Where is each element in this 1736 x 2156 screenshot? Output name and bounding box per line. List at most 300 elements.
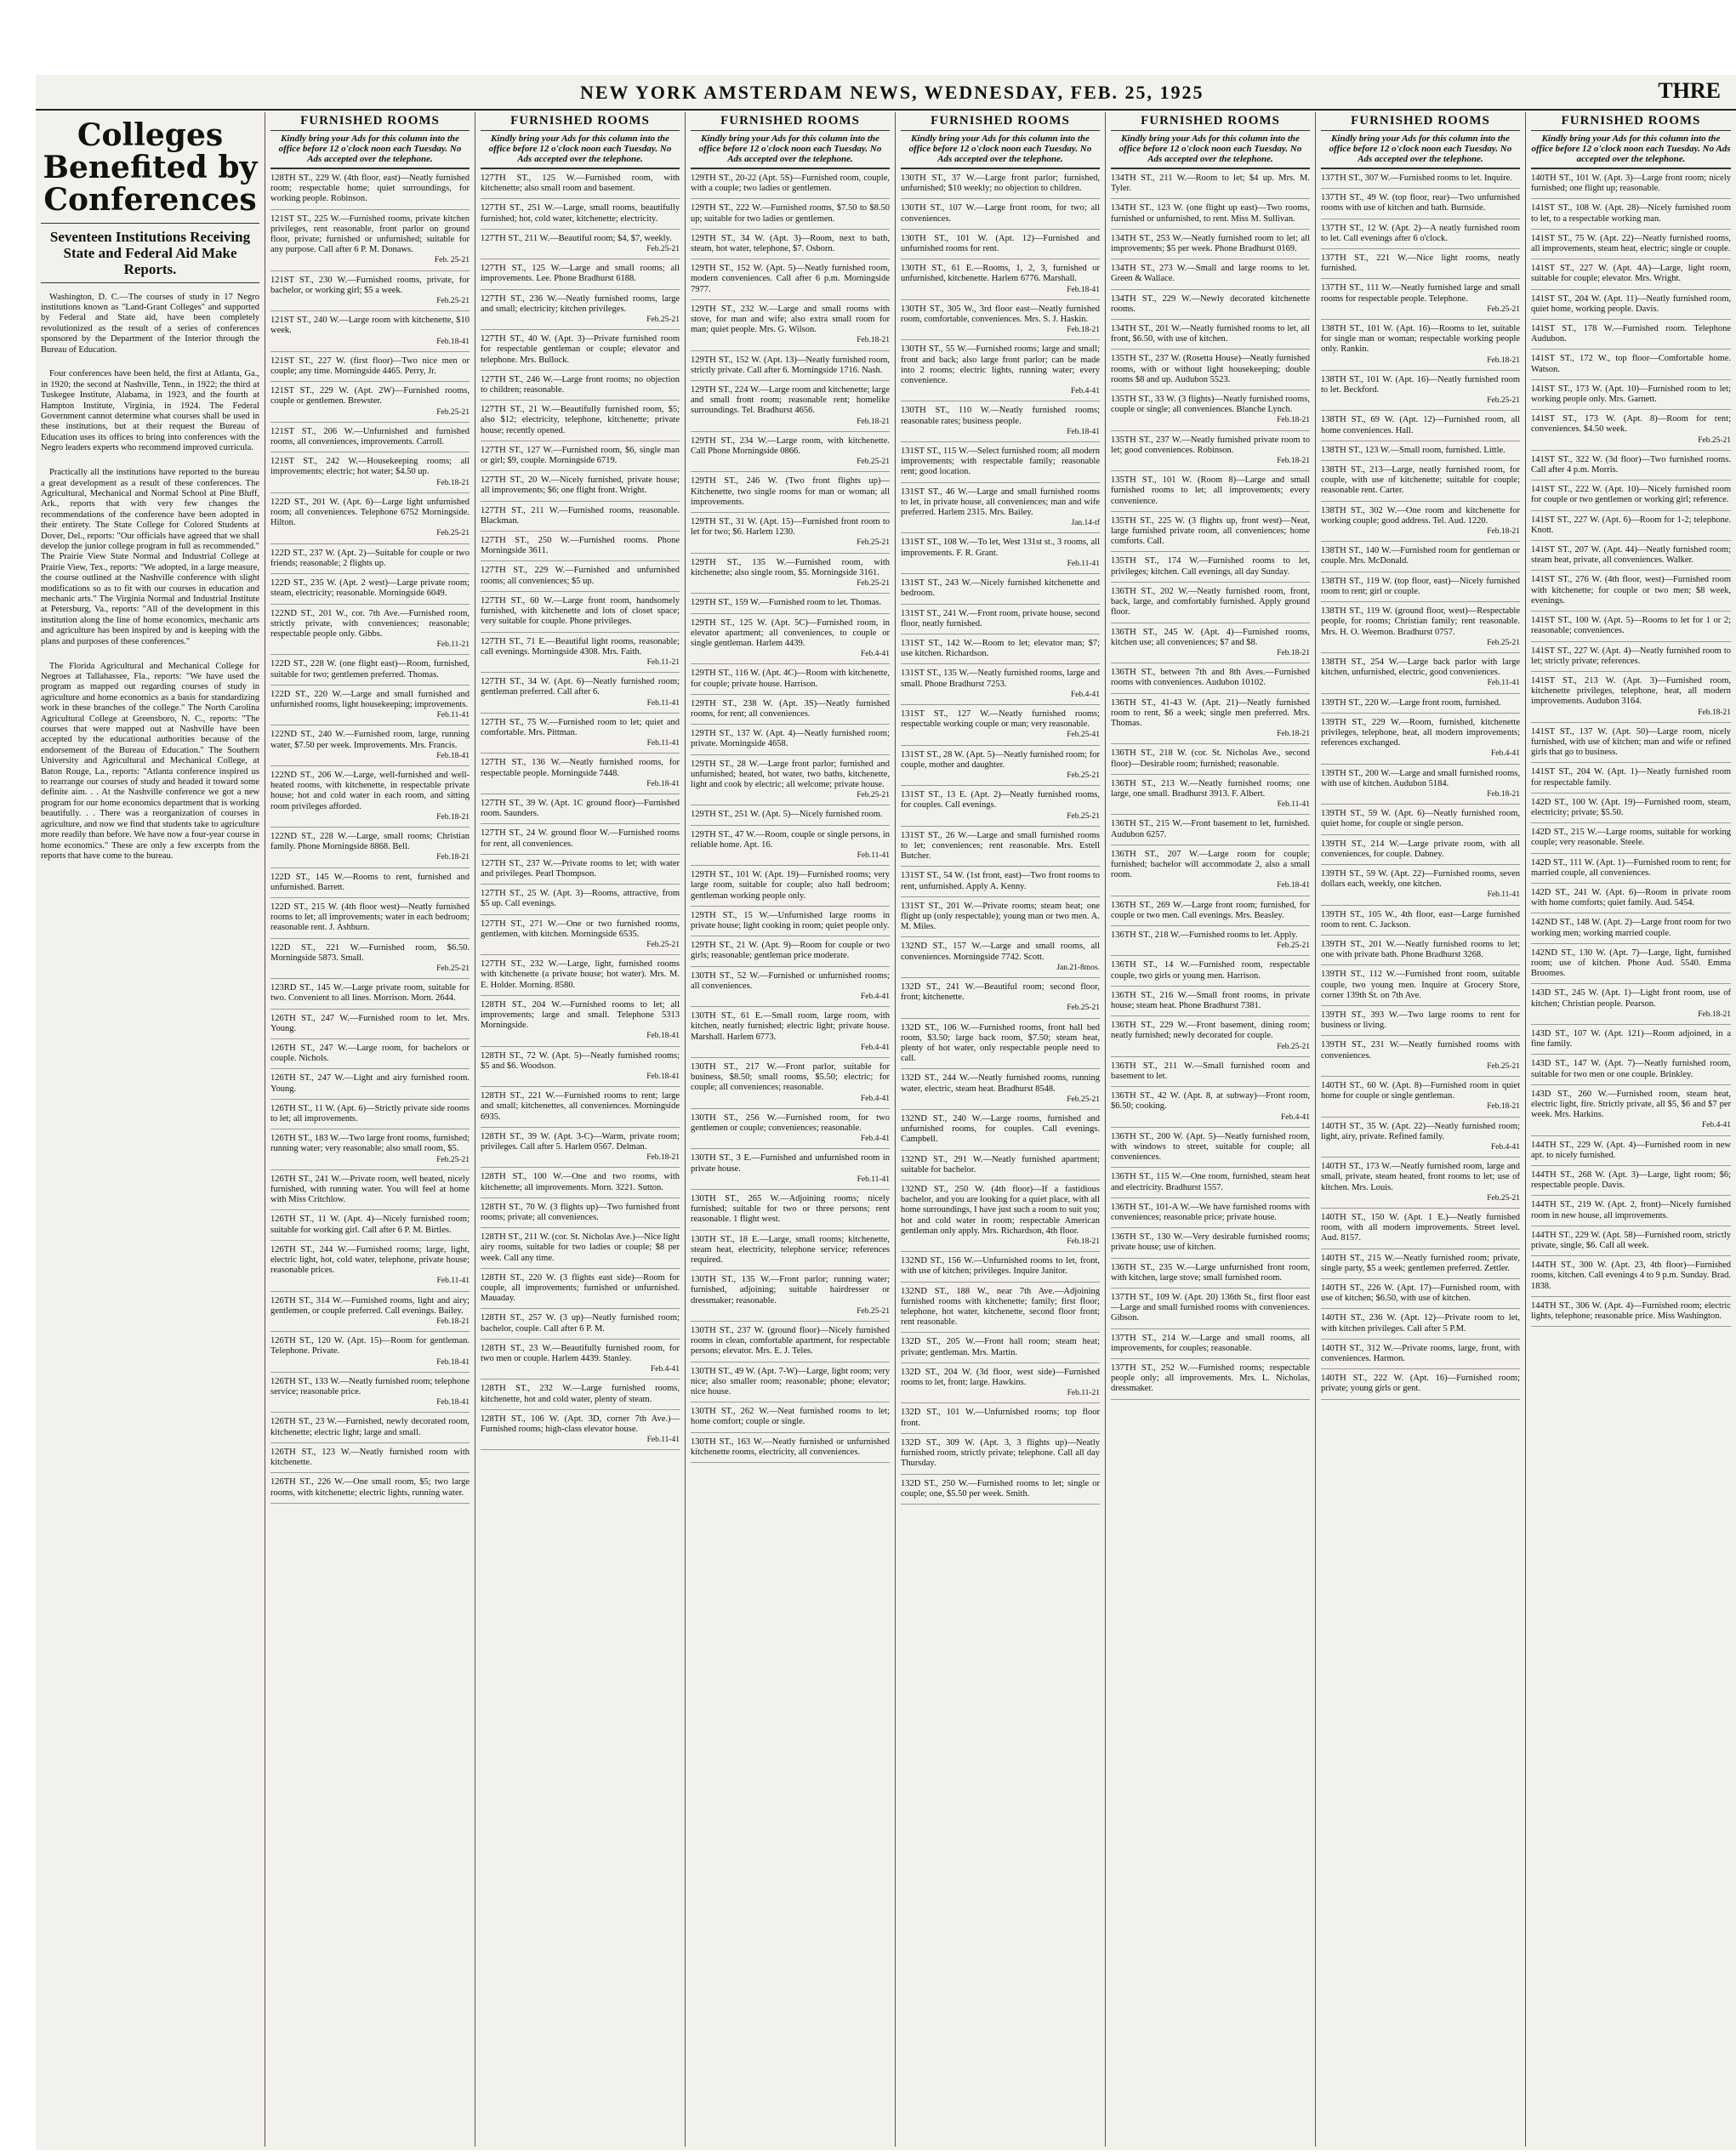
ad-date: Feb.18-21 [1277,648,1310,657]
ad-text: 129TH ST., 251 W. (Apt. 5)—Nicely furnished room. [691,810,883,820]
ad-text: 141ST ST., 204 W. (Apt. 1)—Neatly furnished room for respectable family. [1531,767,1731,788]
ad-date: Feb. 25-21 [434,256,470,265]
classified-ad [1531,169,1731,199]
classified-ad [270,311,470,352]
ad-text: 144TH ST., 306 W. (Apt. 4)—Furnished room; electric lights, telephone; reasonable price. Miss Washington. [1531,1300,1731,1322]
classified-ad [691,230,890,259]
classified-ad [691,1109,890,1150]
ad-text: 132ND ST., 240 W.—Large rooms, furnished and unfurnished rooms, for couples. Call evenings. Campbell. [901,1114,1100,1145]
ad-date: Feb.18-21 [1698,1010,1731,1019]
classified-ad [901,746,1100,787]
ad-text: 137TH ST., 109 W. (Apt. 20) 136th St., first floor east—Large and small furnished rooms with conveniences. Gibson. [1111,1293,1310,1323]
ad-date: Feb.25-21 [436,1155,470,1164]
classified-ad [481,199,680,229]
classified-ad [481,592,680,633]
classified-ad [1321,1209,1520,1249]
classified-ad [1111,350,1310,390]
classified-ad [691,1402,890,1432]
classified-ad [1531,1196,1731,1226]
ad-text: 143D ST., 107 W. (Apt. 121)—Room adjoined, in a fine family. [1531,1028,1731,1050]
column-notice: Kindly bring your Ads for this column into the office before 12 o'clock noon each Tuesday. No Ads accepted over the telephone. [481,131,680,169]
ad-text: 127TH ST., 211 W.—Furnished rooms, reasonable. Blackman. [481,505,680,526]
ad-text: 136TH ST., 211 W.—Small furnished room and basement to let. [1111,1061,1310,1081]
classified-ad [691,614,890,665]
classified-ad [1531,723,1731,764]
classified-ad [1321,1118,1520,1158]
ad-text: 136TH ST., 269 W.—Large front room; furnished, for couple or two men. Call evenings. Mrs. Beasley. [1111,900,1310,920]
ad-text: 128TH ST., 23 W.—Beautifully furnished room, for two men or couple. Harlem 4439. Stanley. [481,1343,680,1364]
ad-list [1111,169,1310,1400]
classified-ad [1531,794,1731,823]
classified-ad [691,169,890,199]
classified-ad [1531,823,1731,853]
classified-ad [481,561,680,591]
classified-ad [1321,714,1520,765]
ad-date: Feb.18-21 [436,812,470,822]
ad-text: 129TH ST., 137 W. (Apt. 4)—Neatly furnished room; private. Morningside 4658. [691,729,890,749]
classified-ad [1111,1329,1310,1359]
ad-date: Feb.18-41 [1067,285,1100,294]
article-headline: Colleges Benefited by Conferences [43,117,258,218]
classified-ad [691,1322,890,1362]
ad-date: Feb.18-21 [1067,1237,1100,1247]
classified-ad [901,574,1100,604]
classified-ad [901,1151,1100,1180]
classified-ad [1321,865,1520,906]
ad-date: Feb.18-21 [857,417,890,426]
classified-ad [270,685,470,726]
ad-text: 129TH ST., 21 W. (Apt. 9)—Room for couple or two girls; reasonable; gentleman price moderate. [691,941,890,961]
ad-text: 129TH ST., 101 W. (Apt. 19)—Furnished rooms; very large room, suitable for couple; also hall bedroom; gentleman working people only. [691,870,890,901]
ad-date: Feb.25-21 [857,1306,890,1316]
ad-text: 138TH ST., 302 W.—One room and kitchenette for working couple; good address. Tel. Aud. 1220. [1321,505,1520,526]
classified-ad [1531,984,1731,1025]
column-notice: Kindly bring your Ads for this column into the office before 12 o'clock noon each Tuesday. No Ads accepted over the telephone. [270,131,470,169]
classified-ad [1531,1085,1731,1136]
classified-ad [1321,219,1520,249]
ad-text: 132D ST., 101 W.—Unfurnished rooms; top floor front. [901,1408,1100,1428]
classified-ad [1111,926,1310,956]
column-notice: Kindly bring your Ads for this column into the office before 12 o'clock noon each Tuesday. No Ads accepted over the telephone. [1321,131,1520,169]
classified-ad [901,897,1100,938]
ad-date: Feb.18-21 [436,478,470,487]
classified-column-1 [265,112,475,2147]
classified-ad [270,655,470,685]
ad-date: Feb.25-21 [436,297,470,306]
column-notice: Kindly bring your Ads for this column into the office before 12 o'clock noon each Tuesday. No Ads accepted over the telephone. [1531,131,1731,169]
ad-text: 129TH ST., 20-22 (Apt. 5S)—Furnished room, couple, with a couple; two ladies or gentlemen. [691,174,890,194]
classified-ad [1531,1297,1731,1327]
classified-ad [901,1180,1100,1252]
classified-ad [270,1241,470,1292]
ad-text: 130TH ST., 3 E.—Furnished and unfurnished room in private house. [691,1153,890,1174]
classified-ad [1531,642,1731,672]
ad-text: 129TH ST., 234 W.—Large room, with kitchenette. Call Phone Morningside 0866. [691,435,890,457]
classified-column-4 [896,112,1106,2147]
classified-ad [1531,1025,1731,1055]
ad-text: 136TH ST., 200 W. (Apt. 5)—Neatly furnished room, with windows to street, suitable for couple; all conveniences. [1111,1131,1310,1163]
classified-ad [270,766,470,828]
ad-text: 136TH ST., 101-A W.—We have furnished rooms with conveniences; reasonable price; private house. [1111,1202,1310,1223]
classified-ad [1531,320,1731,350]
classified-ad [901,533,1100,574]
ad-text: 127TH ST., 127 W.—Furnished room, $6, single man or girl; $9, couple. Morningside 6719. [481,445,680,466]
ad-date: Feb.18-21 [436,1317,470,1327]
classified-ad [1111,663,1310,693]
ad-text: 127TH ST., 60 W.—Large front room, handsomely furnished, with kitchenette and lots of closet space; very suitable for couple. Phone privileges. [481,595,680,627]
ad-date: Feb.18-41 [436,1357,470,1367]
ad-text: 134TH ST., 211 W.—Room to let; $4 up. Mrs. M. Tyler. [1111,174,1310,194]
classified-ad [270,493,470,544]
classified-ad [481,230,680,259]
classified-ad [901,1019,1100,1070]
classified-ad [481,401,680,441]
ad-date: Jan.21-8mos. [1056,963,1100,972]
ad-text: 142D ST., 241 W. (Apt. 6)—Room in private room with home comforts; quiet family. Aud. 5454. [1531,887,1731,908]
ad-text: 129TH ST., 238 W. (Apt. 3S)—Neatly furnished rooms, for rent; all conveniences. [691,698,890,719]
ad-text: 121ST ST., 242 W.—Housekeeping rooms; all improvements; electric; hot water; $4.50 up. [270,457,470,477]
ad-text: 128TH ST., 221 W.—Furnished rooms to rent; large and small; kitchenettes, all conveniences. Morningside 6935. [481,1091,680,1122]
classified-ad [1111,956,1310,986]
classified-ad [901,230,1100,259]
ad-text: 136TH ST., 213 W.—Neatly furnished rooms; one large, one small. Bradhurst 3913. F. Albert. [1111,778,1310,799]
ad-text: 127TH ST., 236 W.—Neatly furnished rooms, large and small; electricity; kitchen privileges. [481,293,680,314]
ad-text: 130TH ST., 256 W.—Furnished room, for two gentlemen or couple; conveniences; reasonable. [691,1112,890,1134]
classified-ad [270,1210,470,1240]
classified-column-3 [686,112,896,2147]
ad-text: 121ST ST., 227 W. (first floor)—Two nice men or couple; any time. Morningside 4465. Perry, Jr. [270,356,470,377]
ad-text: 126TH ST., 23 W.—Furnished, newly decorated room, kitchenette; electric light; large and small. [270,1417,470,1437]
classified-ad [691,513,890,554]
classified-ad [691,1007,890,1058]
classified-ad [691,664,890,694]
ad-text: 132ND ST., 250 W. (4th floor)—If a fastidious bachelor, and you are looking for a quiet place, with all home surroundings, I have just such a room to suit you; hot and cold water in room; respectable American gentleman only apply. Mrs. Richardson, 4th floor. [901,1185,1100,1236]
ad-text: 127TH ST., 24 W. ground floor W.—Furnished rooms for rent, all conveniences. [481,828,680,849]
ad-text: 126TH ST., 247 W.—Furnished room to let. Mrs. Young. [270,1013,470,1033]
ad-date: Feb.4-41 [1701,1121,1731,1130]
classified-ad [1111,896,1310,926]
ad-text: 136TH ST., 218 W.—Furnished rooms to let. Apply. [1111,930,1298,940]
ad-date: Feb.11-41 [1487,679,1520,688]
ad-text: 127TH ST., 136 W.—Neatly furnished rooms, for respectable people. Morningside 7448. [481,758,680,778]
classified-ad [901,664,1100,705]
classified-ad [691,300,890,351]
classified-ad [1111,987,1310,1016]
classified-ad [691,554,890,594]
classified-ad [270,1332,470,1373]
classified-ad [1321,169,1520,189]
ad-text: 127TH ST., 237 W.—Private rooms to let; with water and privileges. Pearl Thompson. [481,858,680,879]
classified-ad [1111,623,1310,664]
classified-ad [481,885,680,914]
ad-text: 130TH ST., 163 W.—Neatly furnished or unfurnished kitchenette rooms, electricity, all conveniences. [691,1436,890,1457]
classified-ad [1531,913,1731,943]
classified-ad [901,1333,1100,1362]
ad-text: 126TH ST., 247 W.—Large room, for bachelors or couple. Nichols. [270,1044,470,1064]
classified-ad [1111,815,1310,845]
classified-ad [901,483,1100,534]
ad-text: 136TH ST., 14 W.—Furnished room, respectable couple, two girls or young men. Harrison. [1111,960,1310,981]
classified-ad [1111,1057,1310,1087]
classified-ad [481,955,680,996]
ad-text: 144TH ST., 229 W. (Apt. 58)—Furnished room, strictly private, single, $6. Call all week. [1531,1230,1731,1251]
ad-text: 122ND ST., 240 W.—Furnished room, large, running water, $7.50 per week. Improvements. Mrs. Francis. [270,730,470,750]
ad-date: Feb.11-41 [646,739,680,748]
classified-ad [270,898,470,939]
classified-ad [901,259,1100,300]
ad-date: Feb.25-21 [1487,1061,1520,1071]
ad-text: 132ND ST., 156 W.—Unfurnished rooms to let, front, with use of kitchen; privileges. Inquire Janitor. [901,1256,1100,1277]
classified-column-2 [475,112,686,2147]
ad-date: Feb.18-21 [436,853,470,862]
ad-text: 131ST ST., 243 W.—Nicely furnished kitchenette and bedroom. [901,578,1100,599]
ad-text: 137TH ST., 49 W. (top floor, rear)—Two unfurnished rooms with use of kitchen and bath. Burnside. [1321,193,1520,213]
classified-ad [270,1010,470,1039]
ad-text: 126TH ST., 244 W.—Furnished rooms; large, light, electric light, hot, cold water, telephone, private house; reasonable prices. [270,1244,470,1276]
classified-ad [481,1087,680,1128]
classified-ad [1531,541,1731,571]
ad-text: 130TH ST., 110 W.—Neatly furnished rooms; reasonable rates; business people. [901,406,1100,426]
column-header: FURNISHED ROOMS [901,112,1100,131]
classified-ad [691,1433,890,1463]
ad-text: 129TH ST., 222 W.—Furnished rooms, $7.50 to $8.50 up; suitable for two ladies or gentlemen. [691,203,890,224]
classified-ad [691,1271,890,1322]
ad-text: 141ST ST., 204 W. (Apt. 11)—Neatly furnished room, quiet home, working people. Davis. [1531,293,1731,314]
ad-date: Feb.11-41 [1487,890,1520,900]
ad-text: 137TH ST., 214 W.—Large and small rooms, all improvements, for couples; reasonable. [1111,1333,1310,1353]
ad-text: 127TH ST., 39 W. (Apt. 1C ground floor)—Furnished room. Saunders. [481,798,680,819]
classified-column-7 [1526,112,1736,2147]
classified-ad [1321,1036,1520,1077]
classified-ad [1111,1168,1310,1197]
classified-ad [691,936,890,966]
ad-date: Feb.25-21 [1277,941,1310,951]
classified-ad [270,1170,470,1211]
ad-text: 122D ST., 235 W. (Apt. 2 west)—Large private room; steam, electricity; reasonable. Morningside 6049. [270,578,470,599]
ad-text: 131ST ST., 201 W.—Private rooms; steam heat; one flight up (only respectable); young man or two men. A. M. Miles. [901,901,1100,932]
ad-text: 143D ST., 260 W.—Furnished room, steam heat, electric light, fire. Strictly private, all $5, $6 and $7 per week. Mrs. Harkins. [1531,1089,1731,1120]
ad-text: 129TH ST., 152 W. (Apt. 5)—Neatly furnished room, modern conveniences. Call after 6 p.m. Morningside 7977. [691,264,890,294]
ad-text: 121ST ST., 225 W.—Furnished rooms, private kitchen privileges, rent reasonable, front parlor on ground floor, private; furnished or unfurnished; suitable for any purpose. Call after 6 P. M. Donaws. [270,213,470,255]
classified-ad [481,259,680,289]
classified-ad [270,605,470,656]
classified-ad [1531,481,1731,510]
ad-text: 129TH ST., 125 W. (Apt. 5C)—Furnished room, in elevator apartment; all conveniences, to couple or single gentleman. Harlem 4439. [691,617,890,648]
ad-text: 122D ST., 221 W.—Furnished room, $6.50. Morningside 5873. Small. [270,942,470,963]
ad-date: Feb.18-41 [646,1032,680,1041]
classified-ad [901,827,1100,868]
column-article [36,112,265,2147]
classified-ad [1531,230,1731,259]
classified-ad [1111,744,1310,774]
ad-text: 136TH ST., 215 W.—Front basement to let, furnished. Audubon 6257. [1111,819,1310,839]
ad-text: 130TH ST., 135 W.—Front parlor; running water; furnished, adjoining; suitable hairdresser or dressmaker; reasonable. [691,1275,890,1306]
ad-text: 131ST ST., 13 E. (Apt. 2)—Neatly furnished rooms, for couples. Call evenings. [901,790,1100,811]
ad-text: 128TH ST., 72 W. (Apt. 5)—Neatly furnished rooms; $5 and $6. Woodson. [481,1050,680,1071]
classified-ad [901,786,1100,827]
ad-date: Feb.25-21 [1067,811,1100,821]
ad-text: 126TH ST., 123 W.—Neatly furnished room with kitchenette. [270,1447,470,1468]
ad-text: 123RD ST., 145 W.—Large private room, suitable for two. Convenient to all lines. Morrison. Morn. 2644. [270,983,470,1004]
masthead-title: NEW YORK AMSTERDAM NEWS, WEDNESDAY, FEB. 25, 1925 [580,82,1204,103]
classified-ad [691,967,890,1008]
ad-list [1321,169,1520,1400]
ad-text: 141ST ST., 207 W. (Apt. 44)—Neatly furnished room; steam heat, private, all conveniences. Walker. [1531,545,1731,566]
ad-text: 135TH ST., 237 W. (Rosetta House)—Neatly furnished rooms, with or without light housekeeping; double rooms $8 and up. Audubon 5523. [1111,354,1310,384]
ad-text: 128TH ST., 232 W.—Large furnished rooms, kitchenette, hot and cold water, plenty of steam. [481,1384,680,1404]
classified-ad [1321,502,1520,543]
ad-text: 127TH ST., 246 W.—Large front rooms; no objection to children; reasonable. [481,374,680,395]
ad-text: 141ST ST., 75 W. (Apt. 22)—Neatly furnished rooms, all improvements, steam heat, electric; single or couple. [1531,233,1731,254]
ad-text: 126TH ST., 11 W. (Apt. 4)—Nicely furnished room; suitable for working girl. Call after 6 P. M. Birtles. [270,1215,470,1235]
ad-date: Feb.11-21 [646,657,680,667]
classified-ad [901,1363,1100,1404]
ad-date: Feb.25-21 [1487,396,1520,406]
classified-ad [481,855,680,885]
ad-text: 129TH ST., 34 W. (Apt. 3)—Room, next to bath, steam, hot water, telephone, $7. Osborn. [691,233,890,254]
classified-ad [270,1129,470,1170]
ad-list [901,169,1100,1505]
ad-date: Feb.18-21 [1277,730,1310,739]
ad-text: 121ST ST., 229 W. (Apt. 2W)—Furnished rooms, couple or gentlemen. Brewster. [270,386,470,407]
ad-date: Feb.25-21 [1698,435,1731,445]
ad-text: 140TH ST., 150 W. (Apt. 1 E.)—Neatly furnished room, with all modern improvements. Street level. Aud. 8157. [1321,1213,1520,1243]
ad-text: 139TH ST., 220 W.—Large front room, furnished. [1321,697,1501,708]
ad-date: Feb.25-21 [1067,1095,1100,1104]
ad-text: 128TH ST., 211 W. (cor. St. Nicholas Ave.)—Nice light airy rooms, suitable for two ladies or couple; $8 per week. Call any time. [481,1232,680,1263]
classified-ad [270,1443,470,1473]
classified-ad [1531,884,1731,913]
ad-text: 132D ST., 205 W.—Front hall room; steam heat; private; gentleman. Mrs. Martin. [901,1337,1100,1357]
ad-text: 140TH ST., 215 W.—Neatly furnished room; private, single party, $5 a week; gentlemen preferred. Zettler. [1321,1253,1520,1273]
ad-text: 141ST ST., 172 W., top floor—Comfortable home. Watson. [1531,354,1731,374]
article-body [41,293,259,868]
ad-text: 130TH ST., 107 W.—Large front room, for two; all conveniences. [901,203,1100,224]
ad-text: 144TH ST., 268 W. (Apt. 3)—Large, light room; $6; respectable people. Davis. [1531,1170,1731,1191]
ad-text: 140TH ST., 312 W.—Private rooms, large, front, with conveniences. Harmon. [1321,1343,1520,1364]
classified-ad [901,978,1100,1019]
ad-date: Feb.4-41 [650,1365,680,1374]
classified-ad [270,574,470,604]
ad-text: 140TH ST., 35 W. (Apt. 22)—Neatly furnished room; light, airy, private. Refined family. [1321,1121,1520,1141]
ad-text: 129TH ST., 135 W.—Furnished room, with kitchenette; also single room, $5. Morningside 3161. [691,557,890,577]
classified-ad [270,271,470,312]
ad-text: 131ST ST., 135 W.—Neatly furnished rooms, large and small. Phone Bradhurst 7253. [901,668,1100,689]
ad-text: 129TH ST., 116 W. (Apt. 4C)—Room with kitchenette, for couple; private house. Harrison. [691,668,890,689]
ad-date: Feb.11-41 [1067,559,1100,568]
ad-text: 122D ST., 201 W. (Apt. 6)—Large light unfurnished room; all conveniences. Telephone 6752 Morningside. Hilton. [270,497,470,528]
classified-ad [1531,854,1731,884]
ad-text: 138TH ST., 69 W. (Apt. 12)—Furnished room, all home conveniences. Hall. [1321,415,1520,435]
ad-text: 122D ST., 237 W. (Apt. 2)—Suitable for couple or two friends; reasonable; 2 flights up. [270,548,470,568]
ad-text: 136TH ST., 41-43 W. (Apt. 21)—Neatly furnished room to rent, $6 a week; single men preferred. Mrs. Thomas. [1111,697,1310,728]
ad-text: 139TH ST., 59 W. (Apt. 22)—Furnished rooms, seven dollars each, weekly, one kitchen. [1321,868,1520,890]
ad-text: 127TH ST., 232 W.—Large, light, furnished rooms with kitchenette (a private house; hot water). Mrs. M. E. Holder. Morning. 8580. [481,959,680,990]
classified-ad [1111,775,1310,816]
ad-text: 141ST ST., 222 W. (Apt. 10)—Nicely furnished room for couple or two gentlemen or working girl; reference. [1531,485,1731,505]
classified-ad [1531,944,1731,985]
classified-ad [1111,1128,1310,1169]
classified-ad [691,472,890,513]
article-paragraph: The Florida Agricultural and Mechanical College for Negroes at Tallahassee, Fla., reports: "We have used the program as mapped out regarding courses of study in agriculture and home economics as a basis for standardizing work in these branches of the college." The North Carolina Agricultural College at Greensboro, N. C., reports: "The courses that were mapped out at Nashville have been accepted by the educational authorities because of the endorsement of the Bureau of Education." The Southern University and Agricultural and Mechanical College, at Baton Rouge, La., reports: "Atlanta conference inspired us to rearrange our courses of study and headed it toward some definite aim. . . At the Nashville conference we got a new program for our home economics department that is working beautifully. . . There was a reorganization of courses in agriculture, and now we find that students take to agriculture more readily than before. We have now a four-year course in home economics." These are only a few excerpts from the reports that have come to the bureau. [41,661,259,861]
classified-ad [901,1475,1100,1505]
classified-ad [1321,1340,1520,1369]
ad-text: 130TH ST., 265 W.—Adjoining rooms; nicely furnished; suitable for two or three persons; rent reasonable. 1 flight west. [691,1194,890,1225]
classified-ad [1321,906,1520,936]
classified-ad [1321,1279,1520,1309]
classified-ad [481,1379,680,1409]
classified-ad [1321,965,1520,1006]
ad-text: 129TH ST., 159 W.—Furnished room to let. Thomas. [691,598,882,608]
ad-date: Feb.25-21 [436,964,470,973]
classified-ad [1531,290,1731,320]
classified-ad [1111,390,1310,431]
classified-ad [1111,169,1310,199]
ad-date: Feb.18-41 [1067,427,1100,436]
ad-text: 127TH ST., 229 W.—Furnished and unfurnished rooms; all conveniences; $5 up. [481,566,680,586]
ad-text: 130TH ST., 18 E.—Large, small rooms; kitchenette, steam heat, electricity, telephone service; references required. [691,1234,890,1266]
ad-date: Feb.18-41 [646,1072,680,1081]
ad-text: 127TH ST., 40 W. (Apt. 3)—Private furnished room for respectable gentleman or couple; elevator and telephone. Mrs. Bullock. [481,334,680,365]
ad-text: 130TH ST., 55 W.—Furnished rooms; large and small; front and back; also large front parlor; can be made into 2 rooms; electric lights, running water; every convenience. [901,344,1100,386]
ad-text: 142D ST., 100 W. (Apt. 19)—Furnished room, steam, electricity; private; $5.50. [1531,797,1731,817]
ad-date: Feb.4-41 [1070,690,1100,699]
classified-ad [691,866,890,907]
classified-ad [691,1231,890,1271]
classified-ad [1111,552,1310,582]
classified-ad [1321,461,1520,502]
ad-text: 136TH ST., 130 W.—Very desirable furnished rooms; private house; use of kitchen. [1111,1232,1310,1253]
classified-ad [1321,279,1520,320]
ad-text: 137TH ST., 252 W.—Furnished rooms; respectable people only; all improvements. Mrs. L. Nicholas, dressmaker. [1111,1363,1310,1394]
ad-text: 131ST ST., 127 W.—Neatly furnished rooms; respectable working couple or man; very reasonable. [901,708,1100,730]
column-header: FURNISHED ROOMS [691,112,890,131]
classified-ad [1321,441,1520,461]
classified-ad [1111,320,1310,350]
ad-text: 138TH ST., 119 W. (top floor, east)—Nicely furnished room to rent; girl or couple. [1321,576,1520,596]
classified-ad [481,1198,680,1228]
ad-text: 122D ST., 220 W.—Large and small furnished and unfurnished rooms, light housekeeping; improvements. [270,689,470,709]
classified-ad [1111,1359,1310,1400]
classified-ad [270,939,470,980]
ad-text: 142ND ST., 148 W. (Apt. 2)—Large front room for two working men; working married couple. [1531,918,1731,938]
ad-date: Feb.11-41 [646,698,680,708]
ad-text: 132D ST., 106 W.—Furnished rooms, front hall bed room, $3.50; large back room, $7.50; steam heat, plenty of hot water, only respectable people need to call. [901,1022,1100,1064]
ad-text: 141ST ST., 227 W. (Apt. 4)—Neatly furnished room to let; strictly private; references. [1531,646,1731,666]
ad-text: 129TH ST., 15 W.—Unfurnished large rooms in private house; light cooking in room; quiet people only. [691,910,890,930]
classified-ad [1321,411,1520,441]
ad-text: 141ST ST., 100 W. (Apt. 5)—Rooms to let for 1 or 2; reasonable; conveniences. [1531,616,1731,636]
ad-text: 134TH ST., 229 W.—Newly decorated kitchenette rooms. [1111,293,1310,314]
column-notice: Kindly bring your Ads for this column into the office before 12 o'clock noon each Tuesday. No Ads accepted over the telephone. [1111,131,1310,169]
ad-text: 140TH ST., 226 W. (Apt. 17)—Furnished room, with use of kitchen; $6.50, with use of kitchen. [1321,1283,1520,1304]
classified-ad [1111,259,1310,289]
ad-text: 136TH ST., 218 W. (cor. St. Nicholas Ave., second floor)—Desirable room; furnished; reasonable. [1111,748,1310,769]
ad-text: 141ST ST., 276 W. (4th floor, west)—Furnished room with kitchenette; for couple or two men; $8 week, evenings. [1531,575,1731,606]
ad-text: 127TH ST., 34 W. (Apt. 6)—Neatly furnished room; gentleman preferred. Call after 6. [481,677,680,697]
ad-date: Feb.11-41 [1277,800,1310,810]
ad-date: Feb.18-41 [646,779,680,788]
ad-date: Feb.18-41 [1277,881,1310,890]
classified-ad [270,1373,470,1414]
ad-text: 122D ST., 215 W. (4th floor west)—Neatly furnished rooms to let; all improvements; water in each bedroom; reasonable rent. J. Ashburn. [270,902,470,933]
classified-ad [1321,765,1520,805]
ad-date: Feb.18-21 [857,336,890,345]
classified-ad [270,169,470,210]
classified-ad [901,937,1100,978]
ad-date: Feb.4-41 [1490,749,1520,759]
classified-ad [1531,350,1731,379]
